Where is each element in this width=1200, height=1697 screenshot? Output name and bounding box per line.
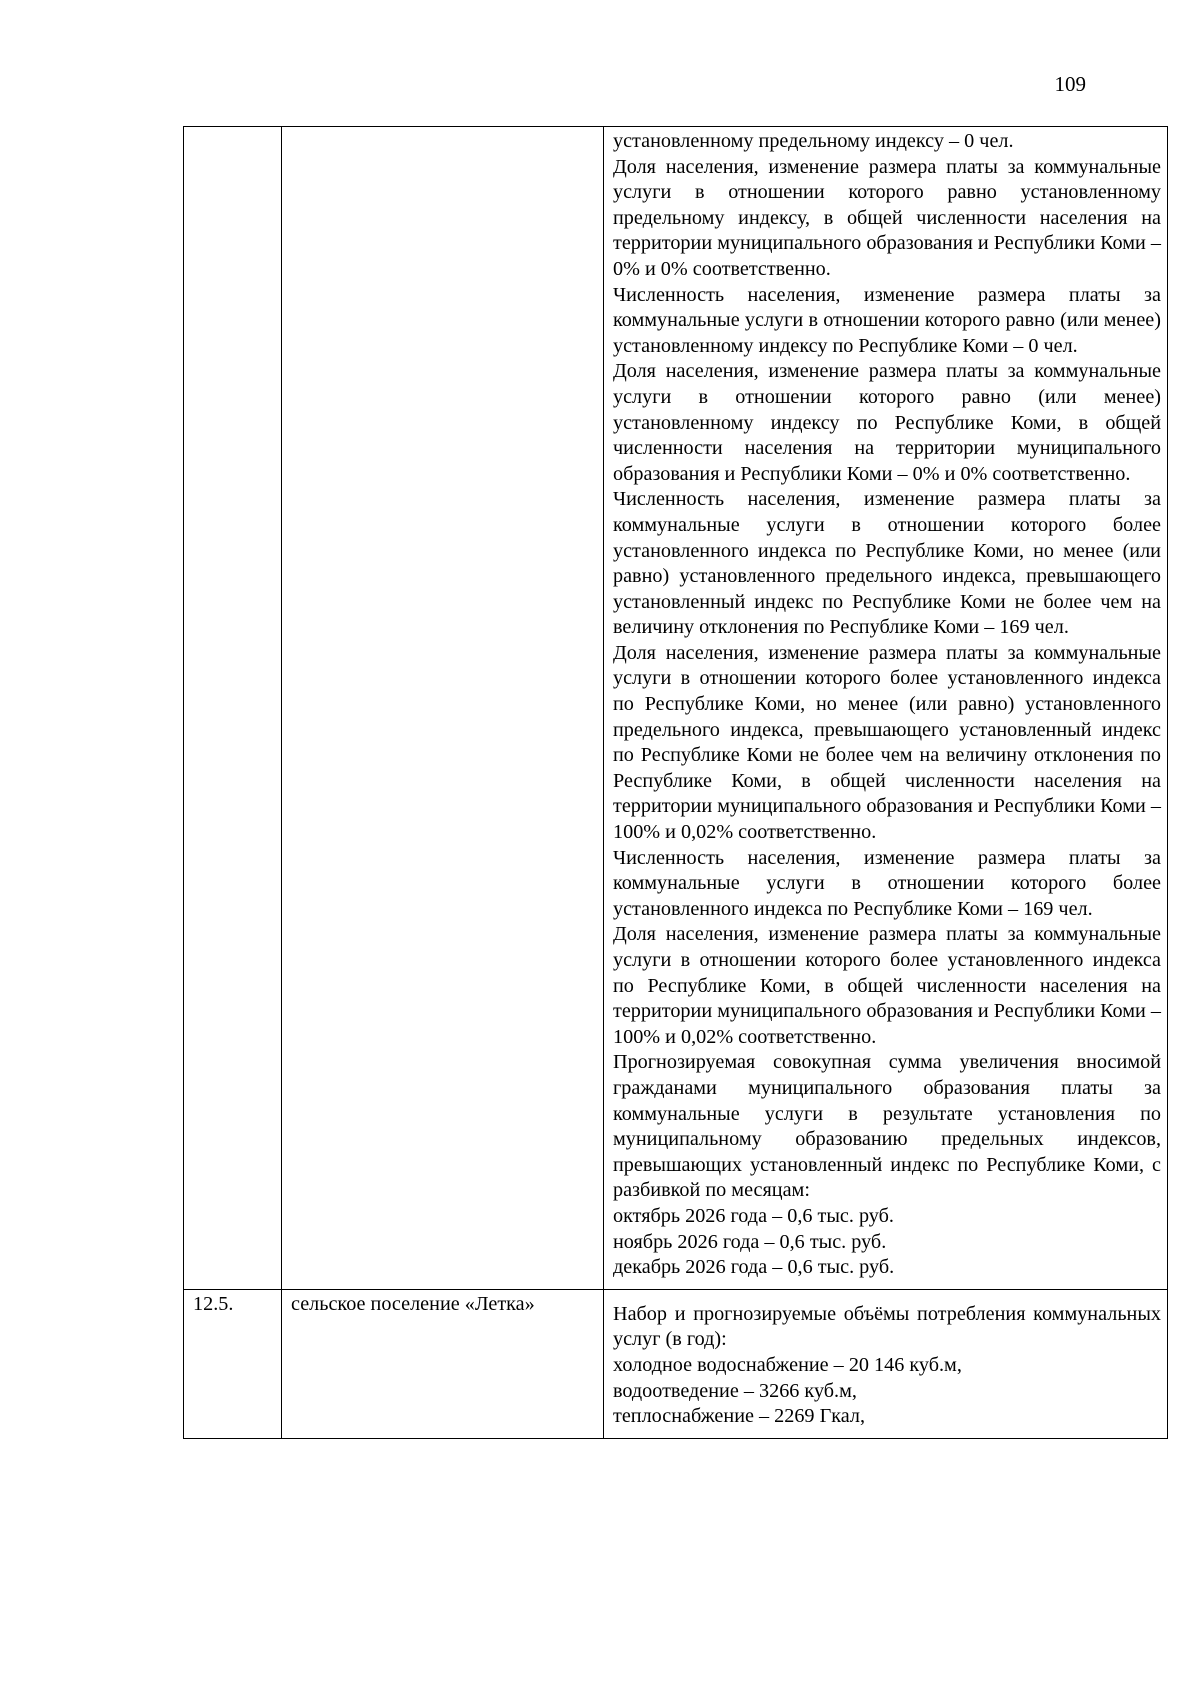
indicator-paragraph: установленному предельному индексу – 0 чел. — [613, 130, 1014, 152]
table-row — [184, 127, 1168, 1290]
indicator-paragraph: Доля населения, изменение размера платы за коммунальные услуги в отношении которого более установленного индекса по Республике Коми, но менее (или равно) установленного предельного индекса, превышающего установленный индекс по Республике Коми не более чем на величину отклонения по Республике Коми, в общей численности населения на территории муниципального образования и Республики Коми – 100% и 0,02% соответственно. — [613, 641, 1161, 844]
indicators-cell — [604, 127, 1168, 1290]
municipality-table — [183, 126, 1168, 1439]
page-number: 109 — [1054, 72, 1086, 96]
municipality-name-cell — [282, 127, 604, 1290]
indicator-paragraph: Численность населения, изменение размера платы за коммунальные услуги в отношении которого более установленного индекса по Республике Коми, но менее (или равно) установленного предельного индекса, превышающего установленный индекс по Республике Коми не более чем на величину отклонения по Республике Коми – 169 чел. — [613, 488, 1161, 639]
consumption-line: холодное водоснабжение – 20 146 куб.м, — [613, 1353, 962, 1376]
row-number-cell: 12.5. — [184, 1289, 282, 1438]
indicator-paragraph: Набор и прогнозируемые объёмы потребления коммунальных услуг (в год): — [613, 1302, 1161, 1351]
indicator-paragraph: Прогнозируемая совокупная сумма увеличения вносимой гражданами муниципального образования платы за коммунальные услуги в результате установления по муниципальному образованию предельных индексов, превышающих установленный индекс по Республике Коми, с разбивкой по месяцам: — [613, 1051, 1161, 1202]
indicator-paragraph: Доля населения, изменение размера платы за коммунальные услуги в отношении которого более установленного индекса по Республике Коми, в общей численности населения на территории муниципального образования и Республики Коми – 100% и 0,02% соответственно. — [613, 923, 1161, 1048]
indicators-cell — [604, 1289, 1168, 1438]
table-row — [184, 1289, 1168, 1438]
indicator-paragraph: Численность населения, изменение размера платы за коммунальные услуги в отношении которого равно (или менее) установленному индексу по Республике Коми – 0 чел. — [613, 283, 1161, 357]
municipality-name-cell: сельское поселение «Летка» — [282, 1289, 604, 1438]
indicator-paragraph: Доля населения, изменение размера платы за коммунальные услуги в отношении которого равно (или менее) установленному индексу по Республике Коми, в общей численности населения на территории муниципального образования и Республики Коми – 0% и 0% соответственно. — [613, 360, 1161, 485]
consumption-line: водоотведение – 3266 куб.м, — [613, 1379, 857, 1402]
consumption-line: теплоснабжение – 2269 Гкал, — [613, 1405, 865, 1428]
indicator-paragraph: Численность населения, изменение размера платы за коммунальные услуги в отношении которого более установленного индекса по Республике Коми – 169 чел. — [613, 846, 1161, 920]
row-number-cell — [184, 127, 282, 1290]
indicator-paragraph: Доля населения, изменение размера платы за коммунальные услуги в отношении которого равно установленному предельному индексу, в общей численности населения на территории муниципального образования и Республики Коми – 0% и 0% соответственно. — [613, 155, 1161, 280]
monthly-amount-line: октябрь 2026 года – 0,6 тыс. руб. — [613, 1204, 894, 1227]
monthly-amount-line: декабрь 2026 года – 0,6 тыс. руб. — [613, 1256, 895, 1279]
monthly-amount-line: ноябрь 2026 года – 0,6 тыс. руб. — [613, 1230, 887, 1253]
